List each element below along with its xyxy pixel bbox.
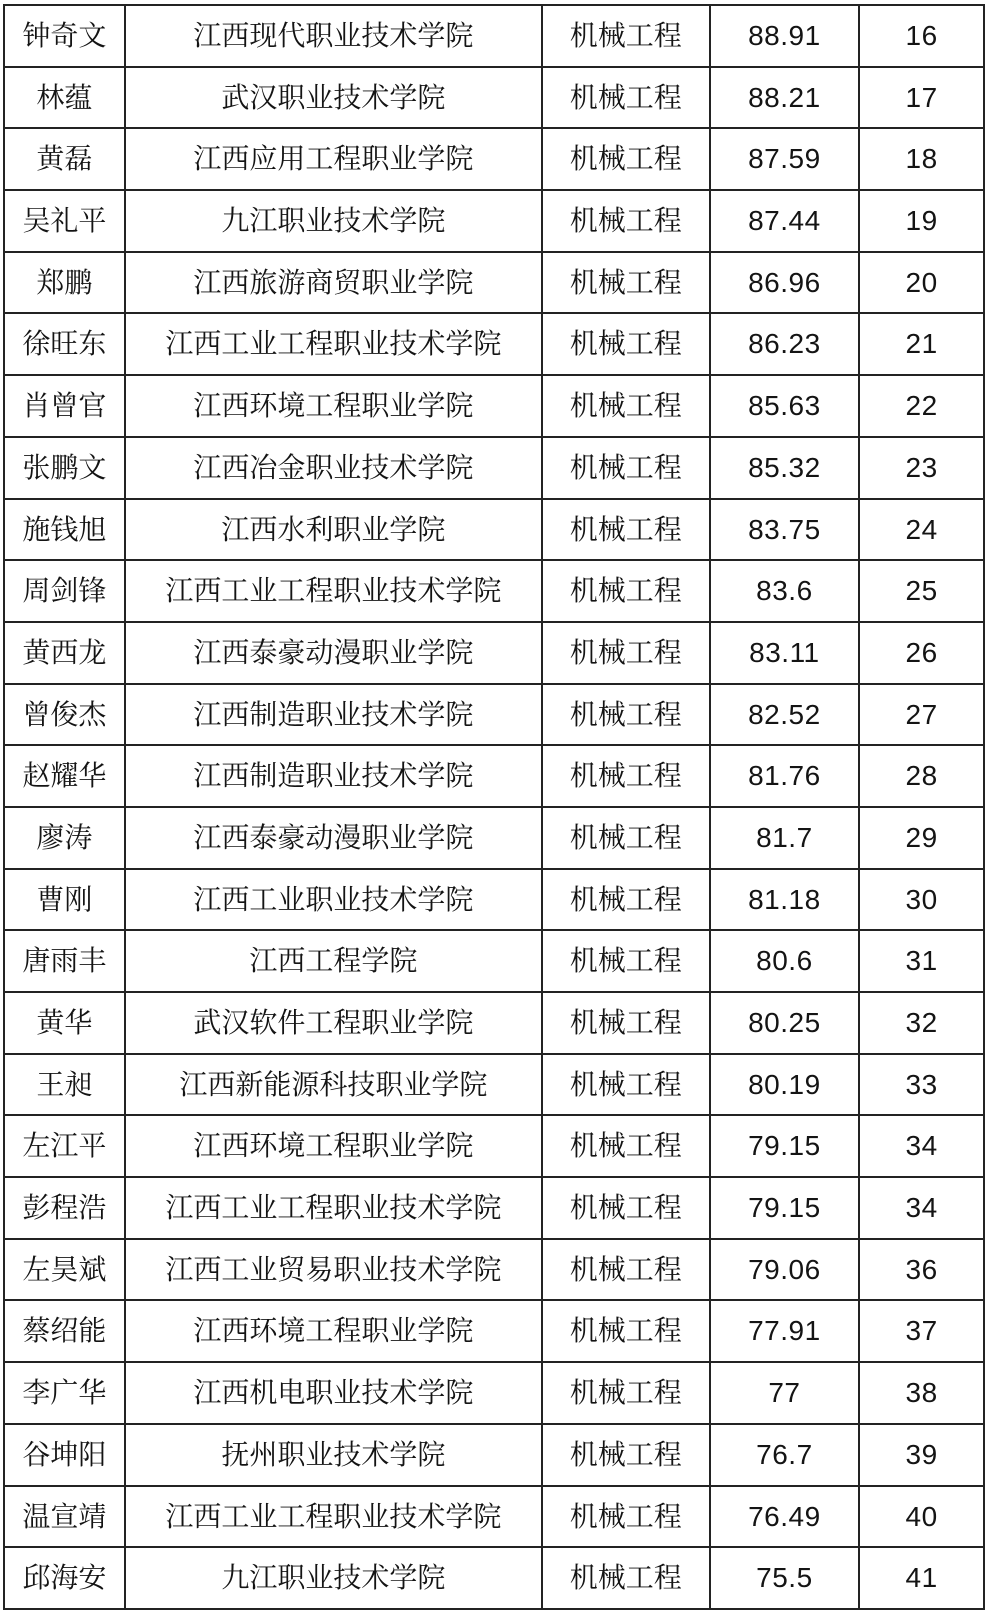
table-row [4,1115,984,1177]
score-cell: 87.44 [710,190,860,252]
student-name-cell: 黄磊 [4,128,125,190]
school-cell: 江西工业职业技术学院 [125,869,542,931]
major-cell: 机械工程 [542,1177,710,1239]
school-cell: 武汉职业技术学院 [125,67,542,129]
student-name-cell: 左昊斌 [4,1239,125,1301]
major-cell: 机械工程 [542,1300,710,1362]
student-name-cell: 钟奇文 [4,5,125,67]
major-cell: 机械工程 [542,190,710,252]
table-row [4,560,984,622]
major-cell: 机械工程 [542,992,710,1054]
table-row [4,313,984,375]
score-cell: 80.6 [710,930,860,992]
student-name-cell: 黄西龙 [4,622,125,684]
major-cell: 机械工程 [542,684,710,746]
rank-cell: 36 [859,1239,984,1301]
score-cell: 87.59 [710,128,860,190]
score-cell: 76.49 [710,1486,860,1548]
score-cell: 79.15 [710,1115,860,1177]
major-cell: 机械工程 [542,1362,710,1424]
table-row [4,1362,984,1424]
score-cell: 77 [710,1362,860,1424]
score-cell: 81.7 [710,807,860,869]
student-name-cell: 施钱旭 [4,499,125,561]
score-cell: 79.06 [710,1239,860,1301]
major-cell: 机械工程 [542,930,710,992]
school-cell: 江西应用工程职业学院 [125,128,542,190]
rank-cell: 34 [859,1177,984,1239]
table-row [4,1300,984,1362]
table-row [4,622,984,684]
school-cell: 武汉软件工程职业学院 [125,992,542,1054]
student-name-cell: 李广华 [4,1362,125,1424]
rank-cell: 37 [859,1300,984,1362]
rank-cell: 20 [859,252,984,314]
score-cell: 88.91 [710,5,860,67]
school-cell: 江西泰豪动漫职业学院 [125,622,542,684]
score-cell: 82.52 [710,684,860,746]
table-row [4,5,984,67]
rank-cell: 18 [859,128,984,190]
student-name-cell: 唐雨丰 [4,930,125,992]
score-cell: 80.19 [710,1054,860,1116]
table-row [4,437,984,499]
school-cell: 江西环境工程职业学院 [125,375,542,437]
school-cell: 江西工业工程职业技术学院 [125,1177,542,1239]
rank-cell: 17 [859,67,984,129]
rank-cell: 33 [859,1054,984,1116]
school-cell: 江西水利职业学院 [125,499,542,561]
student-name-cell: 左江平 [4,1115,125,1177]
score-cell: 75.5 [710,1547,860,1609]
major-cell: 机械工程 [542,128,710,190]
student-name-cell: 赵耀华 [4,745,125,807]
student-name-cell: 郑鹏 [4,252,125,314]
school-cell: 江西制造职业技术学院 [125,745,542,807]
rank-cell: 27 [859,684,984,746]
major-cell: 机械工程 [542,1424,710,1486]
school-cell: 江西工业工程职业技术学院 [125,560,542,622]
table-row [4,499,984,561]
score-cell: 76.7 [710,1424,860,1486]
school-cell: 江西环境工程职业学院 [125,1115,542,1177]
major-cell: 机械工程 [542,1239,710,1301]
school-cell: 九江职业技术学院 [125,190,542,252]
table-row [4,1177,984,1239]
school-cell: 江西新能源科技职业学院 [125,1054,542,1116]
student-name-cell: 肖曾官 [4,375,125,437]
major-cell: 机械工程 [542,560,710,622]
school-cell: 江西泰豪动漫职业学院 [125,807,542,869]
student-name-cell: 曾俊杰 [4,684,125,746]
student-name-cell: 林蕴 [4,67,125,129]
rank-cell: 39 [859,1424,984,1486]
table-row [4,684,984,746]
student-name-cell: 黄华 [4,992,125,1054]
table-row [4,128,984,190]
student-name-cell: 廖涛 [4,807,125,869]
score-cell: 88.21 [710,67,860,129]
score-cell: 79.15 [710,1177,860,1239]
student-name-cell: 温宣靖 [4,1486,125,1548]
school-cell: 江西工业工程职业技术学院 [125,313,542,375]
rank-cell: 32 [859,992,984,1054]
score-cell: 86.23 [710,313,860,375]
table-row [4,1239,984,1301]
major-cell: 机械工程 [542,1547,710,1609]
student-name-cell: 张鹏文 [4,437,125,499]
student-name-cell: 蔡绍能 [4,1300,125,1362]
school-cell: 江西现代职业技术学院 [125,5,542,67]
rank-cell: 23 [859,437,984,499]
school-cell: 江西制造职业技术学院 [125,684,542,746]
major-cell: 机械工程 [542,313,710,375]
school-cell: 江西工程学院 [125,930,542,992]
table-row [4,1054,984,1116]
major-cell: 机械工程 [542,1054,710,1116]
ranking-table [3,4,985,1610]
score-cell: 83.11 [710,622,860,684]
student-name-cell: 吴礼平 [4,190,125,252]
ranking-table-body [4,5,984,1609]
rank-cell: 31 [859,930,984,992]
school-cell: 江西工业工程职业技术学院 [125,1486,542,1548]
major-cell: 机械工程 [542,1115,710,1177]
table-row [4,869,984,931]
rank-cell: 34 [859,1115,984,1177]
major-cell: 机械工程 [542,67,710,129]
rank-cell: 30 [859,869,984,931]
rank-cell: 40 [859,1486,984,1548]
table-row [4,1547,984,1609]
student-name-cell: 周剑锋 [4,560,125,622]
major-cell: 机械工程 [542,252,710,314]
table-row [4,67,984,129]
rank-cell: 19 [859,190,984,252]
school-cell: 江西旅游商贸职业学院 [125,252,542,314]
table-row [4,745,984,807]
rank-cell: 21 [859,313,984,375]
score-cell: 83.6 [710,560,860,622]
student-name-cell: 彭程浩 [4,1177,125,1239]
rank-cell: 25 [859,560,984,622]
rank-cell: 26 [859,622,984,684]
table-row [4,1486,984,1548]
score-cell: 80.25 [710,992,860,1054]
table-row [4,375,984,437]
score-cell: 86.96 [710,252,860,314]
score-cell: 77.91 [710,1300,860,1362]
student-name-cell: 王昶 [4,1054,125,1116]
school-cell: 抚州职业技术学院 [125,1424,542,1486]
rank-cell: 22 [859,375,984,437]
student-name-cell: 徐旺东 [4,313,125,375]
major-cell: 机械工程 [542,375,710,437]
rank-cell: 24 [859,499,984,561]
school-cell: 九江职业技术学院 [125,1547,542,1609]
table-row [4,930,984,992]
school-cell: 江西环境工程职业学院 [125,1300,542,1362]
rank-cell: 41 [859,1547,984,1609]
table-row [4,190,984,252]
rank-cell: 16 [859,5,984,67]
rank-cell: 28 [859,745,984,807]
major-cell: 机械工程 [542,807,710,869]
student-name-cell: 邱海安 [4,1547,125,1609]
score-cell: 81.76 [710,745,860,807]
score-cell: 81.18 [710,869,860,931]
table-row [4,1424,984,1486]
score-cell: 85.32 [710,437,860,499]
table-row [4,992,984,1054]
table-row [4,807,984,869]
major-cell: 机械工程 [542,745,710,807]
score-cell: 85.63 [710,375,860,437]
major-cell: 机械工程 [542,499,710,561]
school-cell: 江西机电职业技术学院 [125,1362,542,1424]
score-cell: 83.75 [710,499,860,561]
major-cell: 机械工程 [542,5,710,67]
major-cell: 机械工程 [542,622,710,684]
student-name-cell: 曹刚 [4,869,125,931]
major-cell: 机械工程 [542,437,710,499]
school-cell: 江西冶金职业技术学院 [125,437,542,499]
major-cell: 机械工程 [542,869,710,931]
school-cell: 江西工业贸易职业技术学院 [125,1239,542,1301]
table-row [4,252,984,314]
student-name-cell: 谷坤阳 [4,1424,125,1486]
rank-cell: 29 [859,807,984,869]
major-cell: 机械工程 [542,1486,710,1548]
rank-cell: 38 [859,1362,984,1424]
